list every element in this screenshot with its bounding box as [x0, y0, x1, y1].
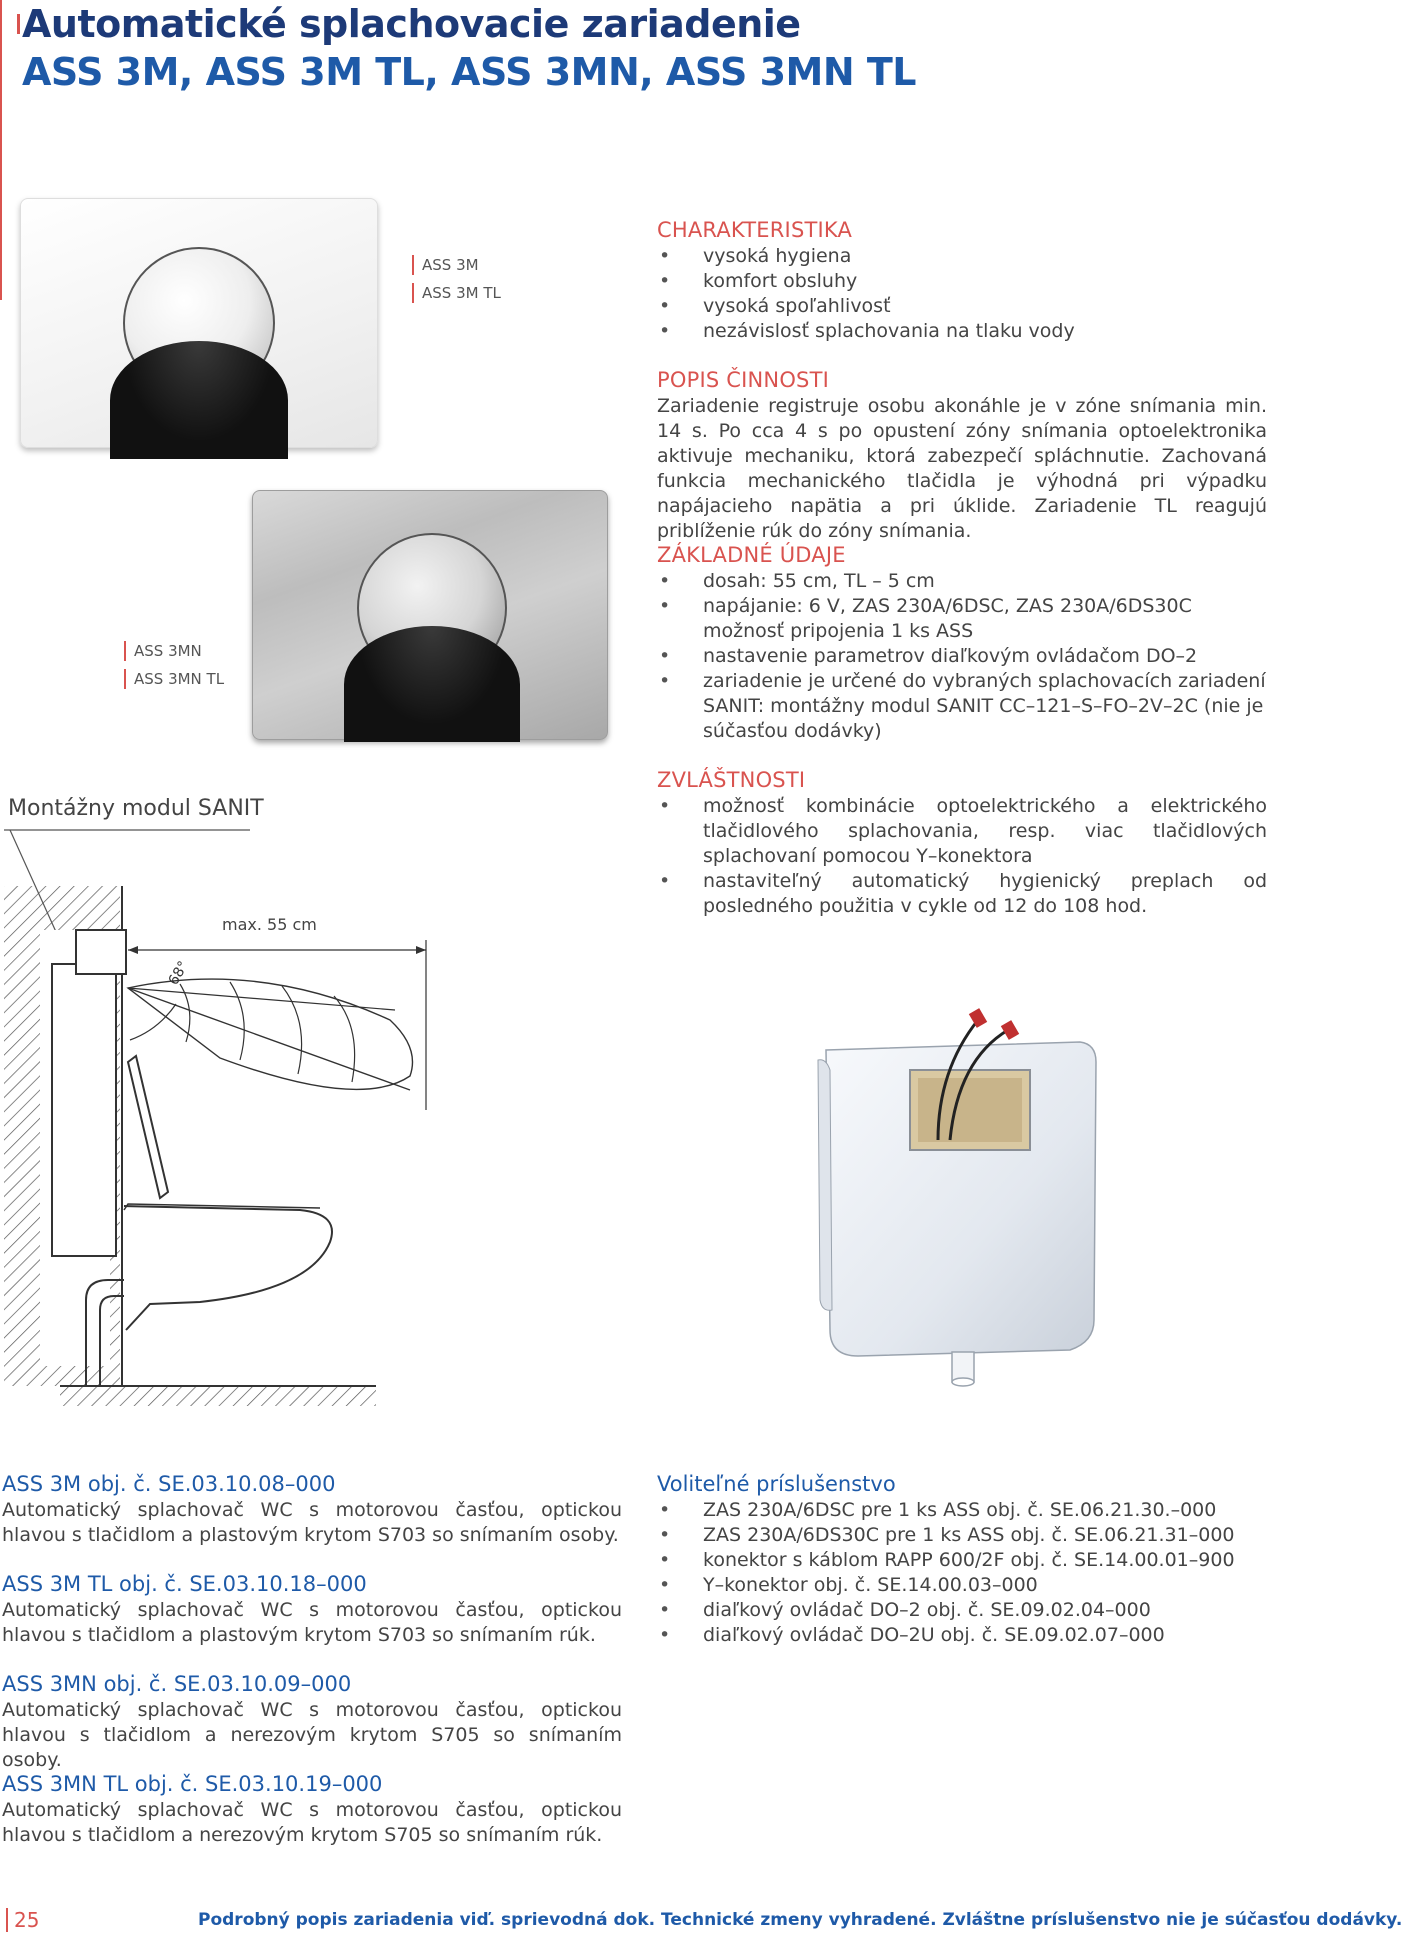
list-item: • ZAS 230A/6DS30C pre 1 ks ASS obj. č. SE.06.21.31–000 — [657, 1523, 1267, 1548]
toilet-lid — [128, 1056, 168, 1198]
toilet-bowl — [124, 1206, 332, 1330]
list-item: • vysoká hygiena — [657, 244, 1267, 269]
cistern-side — [818, 1060, 832, 1311]
accessories-list — [657, 1498, 1267, 1648]
list-item: • komfort obsluhy — [657, 269, 1267, 294]
order-description: Automatický splachovač WC s motorovou časťou, optickou hlavou s tlačidlom a plastovým krytom S703 so snímaním osoby. — [2, 1499, 622, 1546]
steel-panel-labels — [124, 641, 224, 697]
model-label: ASS 3M TL — [412, 283, 501, 303]
order-title: ASS 3M obj. č. SE.03.10.08–000 — [2, 1472, 336, 1496]
list-item: • Y–konektor obj. č. SE.14.00.03–000 — [657, 1573, 1267, 1598]
features-list — [657, 794, 1267, 919]
page-number: 25 — [6, 1908, 39, 1932]
list-item: • dosah: 55 cm, TL – 5 cm — [657, 569, 1267, 594]
footer-note: Podrobný popis zariadenia viď. sprievodná dok. Technické zmeny vyhradené. Zvláštne príslušenstvo nie je súčasťou dodávky. — [198, 1910, 1402, 1930]
order-description: Automatický splachovač WC s motorovou časťou, optickou hlavou s tlačidlom a nerezovým krytom S705 so snímaním osoby. — [2, 1699, 622, 1771]
basic-data-heading: ZÁKLADNÉ ÚDAJE — [657, 543, 846, 567]
white-flush-panel-image — [20, 198, 378, 448]
list-item: • ZAS 230A/6DSC pre 1 ks ASS obj. č. SE.06.21.30.–000 — [657, 1498, 1267, 1523]
arrowhead — [128, 946, 138, 954]
angle-label: 68° — [165, 958, 192, 988]
angle-arc — [130, 1004, 176, 1040]
list-item: • zariadenie je určené do vybraných splachovacích zariadení SANIT: montážny modul SANIT CC–121–S–FO–2V–2C (nie je súčasťou dodávky) — [657, 669, 1267, 744]
model-label: ASS 3MN — [124, 641, 224, 661]
accessories-heading: Voliteľné príslušenstvo — [657, 1472, 896, 1496]
model-label: ASS 3MN TL — [124, 669, 224, 689]
order-title: ASS 3MN TL obj. č. SE.03.10.19–000 — [2, 1772, 383, 1796]
order-description: Automatický splachovač WC s motorovou časťou, optickou hlavou s tlačidlom a plastovým krytom S703 so snímaním rúk. — [2, 1599, 622, 1646]
operation-heading: POPIS ČINNOSTI — [657, 368, 830, 392]
list-item: • konektor s káblom RAPP 600/2F obj. č. SE.14.00.01–900 — [657, 1548, 1267, 1573]
mounting-module-label: Montážny modul SANIT — [8, 796, 264, 821]
list-item: • nezávislosť splachovania na tlaku vody — [657, 319, 1267, 344]
list-item: • možnosť kombinácie optoelektrického a elektrického tlačidlového splachovania, resp. viac tlačidlových splachovaní pomocou Y–konektora — [657, 794, 1267, 869]
steel-flush-panel-image — [252, 490, 608, 740]
list-item: • vysoká spoľahlivosť — [657, 294, 1267, 319]
flush-head — [76, 930, 126, 974]
characteristics-list — [657, 244, 1267, 344]
cone-arc — [230, 982, 244, 1060]
order-title: ASS 3MN obj. č. SE.03.10.09–000 — [2, 1672, 352, 1696]
cone-arc — [282, 986, 302, 1074]
white-panel-labels — [412, 255, 501, 311]
drain-outlet-rim — [952, 1378, 974, 1386]
cistern-module — [52, 964, 116, 1256]
basic-data-list — [657, 569, 1267, 744]
order-description: Automatický splachovač WC s motorovou časťou, optickou hlavou s tlačidlom a nerezovým krytom S705 so snímaním rúk. — [2, 1799, 622, 1846]
connector-plug — [1001, 1020, 1019, 1040]
arrowhead — [416, 946, 426, 954]
sensing-cone — [128, 979, 413, 1089]
floor-hatch — [60, 1386, 376, 1406]
list-item: • diaľkový ovládač DO–2 obj. č. SE.09.02.04–000 — [657, 1598, 1267, 1623]
characteristics-heading: CHARAKTERISTIKA — [657, 218, 853, 242]
list-item: • diaľkový ovládač DO–2U obj. č. SE.09.02.07–000 — [657, 1623, 1267, 1648]
model-label: ASS 3M — [412, 255, 501, 275]
operation-description: Zariadenie registruje osobu akonáhle je v zóne snímania min. 14 s. Po cca 4 s po opustení zóny snímania optoelektronika aktivuje mechaniku, ktorá zabezpečí spláchnutie. Zachovaná funkcia mechanického tlačidla je výhodná pri výpadku napájacieho napätia a pri úklide. Zariadenie TL reagujú priblíženie rúk do zóny snímania. — [657, 395, 1267, 542]
list-item: • napájanie: 6 V, ZAS 230A/6DSC, ZAS 230A/6DS30C možnosť pripojenia 1 ks ASS — [657, 594, 1267, 644]
optical-sensor-button — [357, 533, 507, 683]
installation-diagram — [0, 790, 450, 1420]
cistern-interior — [918, 1078, 1022, 1142]
connector-plug — [969, 1008, 987, 1028]
features-heading: ZVLÁŠTNOSTI — [657, 768, 806, 792]
page-subtitle: ASS 3M, ASS 3M TL, ASS 3MN, ASS 3MN TL — [22, 50, 917, 94]
range-label: max. 55 cm — [222, 915, 317, 934]
page-edge-rule — [0, 0, 2, 300]
optical-sensor-button — [123, 247, 275, 399]
page-title: Automatické splachovacie zariadenie — [22, 2, 801, 46]
order-title: ASS 3M TL obj. č. SE.03.10.18–000 — [2, 1572, 367, 1596]
list-item: • nastaviteľný automatický hygienický preplach od posledného použitia v cykle od 12 do 108 hod. — [657, 869, 1267, 919]
title-accent-mark — [17, 14, 20, 34]
list-item: • nastavenie parametrov diaľkovým ovládačom DO–2 — [657, 644, 1267, 669]
cistern-module-image — [818, 1000, 1108, 1400]
cone-edge — [128, 988, 395, 1010]
